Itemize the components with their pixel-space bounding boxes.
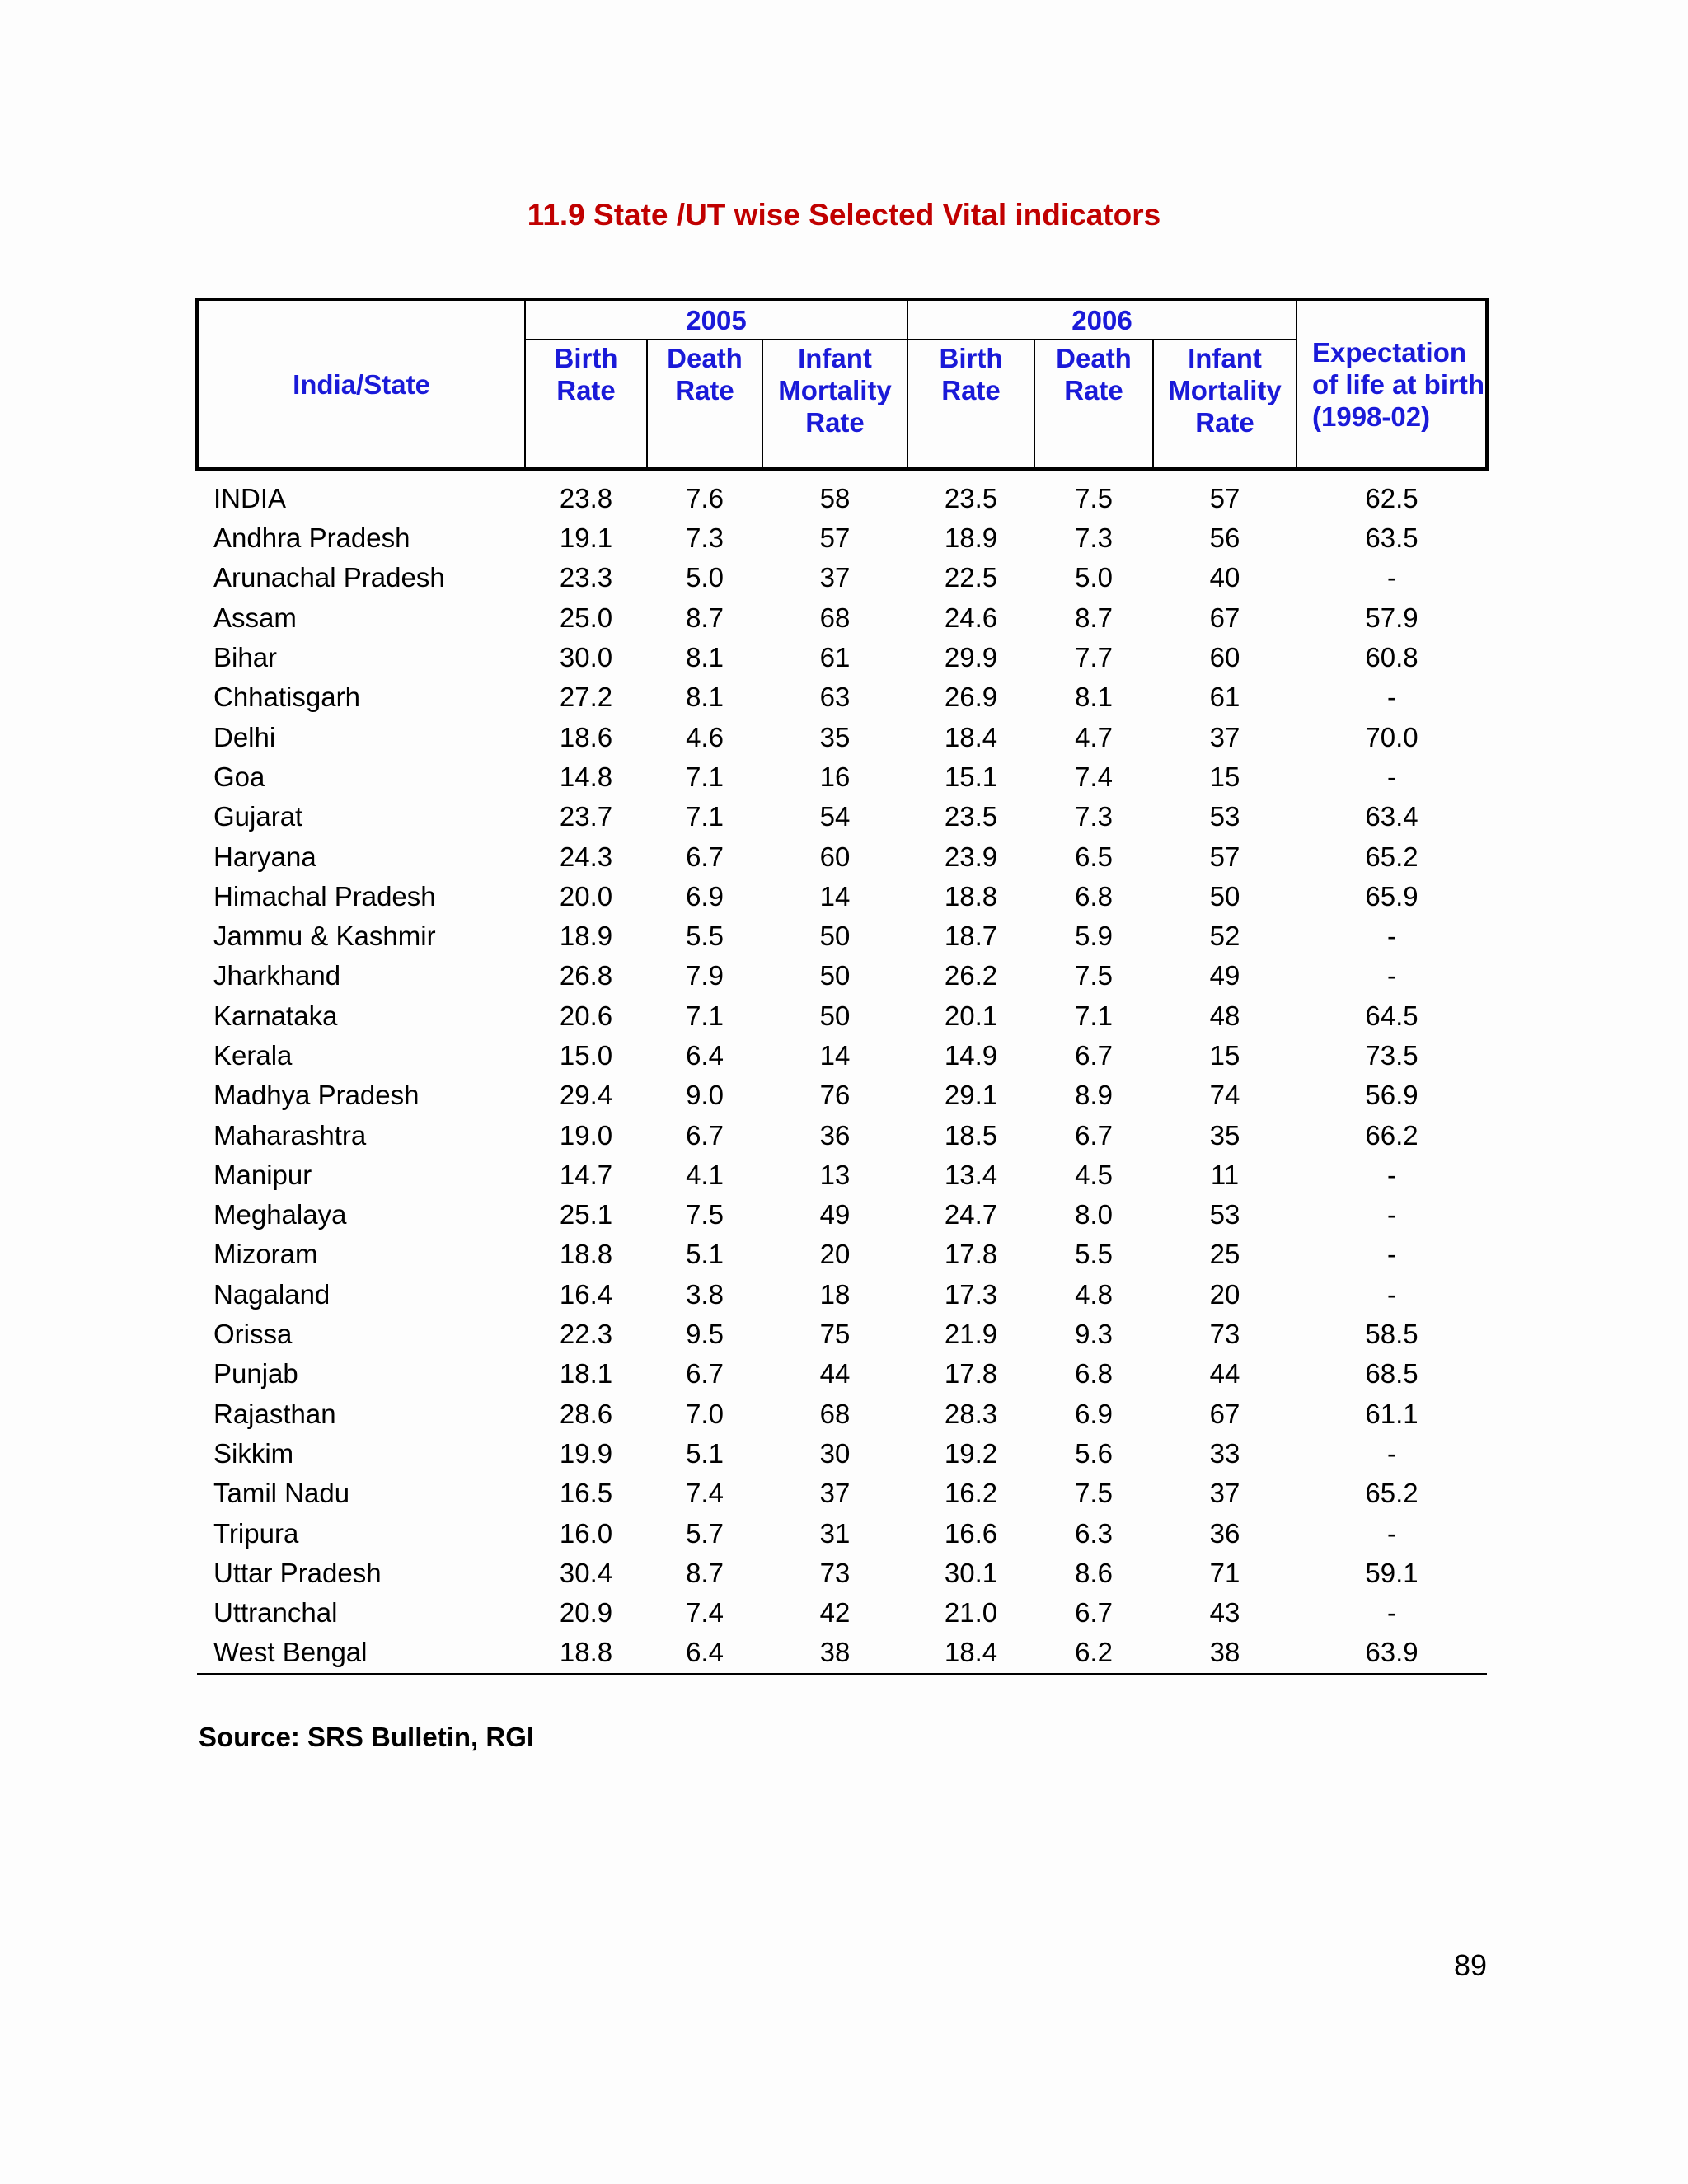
birth-rate-2005-cell: 23.8 <box>559 483 613 513</box>
birth-rate-2005-cell: 22.3 <box>559 1319 613 1350</box>
page-title: 11.9 State /UT wise Selected Vital indicators <box>527 198 1161 232</box>
life-expectancy-cell: 63.9 <box>1296 1633 1487 1673</box>
infant-mortality-2005-cell: 63 <box>819 682 851 713</box>
state-cell: Rajasthan <box>213 1398 336 1429</box>
birth-rate-2005-cell: 20.0 <box>559 880 613 912</box>
life-expectancy-cell: 65.2 <box>1365 841 1418 872</box>
death-rate-2006-cell: 8.7 <box>1075 602 1113 633</box>
life-expectancy-cell: 60.8 <box>1365 642 1418 673</box>
table-row <box>197 558 1487 598</box>
death-rate-2006-cell: 4.8 <box>1075 1278 1113 1310</box>
table-row <box>197 837 1487 876</box>
state-cell: Haryana <box>213 841 316 872</box>
infant-mortality-2006-cell: 67 <box>1209 602 1240 633</box>
life-expectancy-cell: 73.5 <box>1365 1040 1418 1071</box>
life-expectancy-cell: - <box>1387 1437 1396 1469</box>
life-expectancy-cell: 68.5 <box>1365 1358 1418 1390</box>
state-cell: Orissa <box>213 1319 293 1350</box>
column-header-infant-mortality-2006: Infant Mortality Rate <box>1153 340 1296 469</box>
life-expectancy-cell: 59.1 <box>1365 1557 1418 1588</box>
state-cell: Tripura <box>213 1517 299 1549</box>
birth-rate-2006-cell: 17.8 <box>944 1239 998 1270</box>
death-rate-2005-cell: 7.9 <box>686 960 724 991</box>
life-expectancy-cell: - <box>1387 761 1396 792</box>
table-row <box>197 797 1487 837</box>
death-rate-2006-cell: 7.5 <box>1075 1478 1113 1509</box>
death-rate-2006-cell: 7.7 <box>1075 642 1113 673</box>
infant-mortality-2005-cell: 35 <box>819 721 851 752</box>
infant-mortality-2006-cell: 11 <box>1210 1159 1240 1190</box>
infant-mortality-2006-cell: 57 <box>1209 841 1240 872</box>
state-cell: INDIA <box>213 483 287 513</box>
life-expectancy-cell: - <box>1387 1239 1396 1270</box>
birth-rate-2005-cell: 14.7 <box>559 1159 613 1190</box>
death-rate-2006-cell: 6.8 <box>1075 1358 1113 1390</box>
life-expectancy-cell: - <box>1387 921 1396 952</box>
infant-mortality-2005-cell: 14 <box>819 1040 851 1071</box>
death-rate-2005-cell: 9.5 <box>686 1319 724 1350</box>
table-row <box>197 1036 1487 1076</box>
infant-mortality-2005-cell: 16 <box>819 761 851 792</box>
infant-mortality-2005-cell: 76 <box>819 1080 851 1111</box>
death-rate-2006-cell: 6.7 <box>1075 1119 1113 1151</box>
birth-rate-2005-cell: 24.3 <box>559 841 613 872</box>
life-expectancy-cell: - <box>1387 960 1396 991</box>
infant-mortality-2006-cell: 48 <box>1209 1000 1240 1031</box>
death-rate-2005-cell: 7.5 <box>686 1199 724 1230</box>
infant-mortality-2006-cell: 53 <box>1209 1199 1240 1230</box>
infant-mortality-2006-cell: 60 <box>1209 642 1240 673</box>
death-rate-2005-cell: 6.7 <box>686 841 724 872</box>
infant-mortality-2006-cell: 15 <box>1209 1040 1240 1071</box>
death-rate-2006-cell: 6.8 <box>1075 880 1113 912</box>
infant-mortality-2005-cell: 13 <box>819 1159 851 1190</box>
table-row <box>197 1513 1487 1553</box>
death-rate-2006-cell: 5.6 <box>1075 1437 1113 1469</box>
state-cell: Nagaland <box>213 1278 331 1310</box>
infant-mortality-2006-cell: 43 <box>1209 1597 1240 1629</box>
birth-rate-2005-cell: 14.8 <box>559 761 613 792</box>
birth-rate-2005-cell: 18.6 <box>559 721 613 752</box>
infant-mortality-2005-cell: 50 <box>819 921 851 952</box>
state-cell: Uttranchal <box>213 1597 338 1629</box>
infant-mortality-2005-cell: 18 <box>819 1278 851 1310</box>
birth-rate-2006-cell: 13.4 <box>944 1159 998 1190</box>
infant-mortality-2006-cell: 74 <box>1209 1080 1240 1111</box>
death-rate-2005-cell: 5.7 <box>686 1517 724 1549</box>
death-rate-2006-cell: 9.3 <box>1075 1319 1113 1350</box>
life-expectancy-cell: 65.2 <box>1365 1478 1418 1509</box>
infant-mortality-2005-cell: 36 <box>819 1119 851 1151</box>
birth-rate-2005-cell: 15.0 <box>559 1040 613 1071</box>
birth-rate-2005-cell: 26.8 <box>559 960 613 991</box>
column-header-life-expectancy: Expectation of life at birth (1998-02) <box>1296 299 1487 469</box>
birth-rate-2006-cell: 22.5 <box>944 562 998 593</box>
birth-rate-2006-cell: 19.2 <box>944 1437 998 1469</box>
infant-mortality-2005-cell: 68 <box>819 602 851 633</box>
state-cell: Uttar Pradesh <box>213 1557 382 1588</box>
state-cell: Meghalaya <box>213 1199 347 1230</box>
death-rate-2006-cell: 8.1 <box>1075 682 1113 713</box>
table-row <box>197 1394 1487 1434</box>
table-header <box>197 299 1487 469</box>
infant-mortality-2006-cell: 67 <box>1209 1398 1240 1429</box>
infant-mortality-2005-cell: 44 <box>819 1358 851 1390</box>
state-cell: Andhra Pradesh <box>213 523 410 554</box>
life-expectancy-cell: 62.5 <box>1365 483 1418 513</box>
birth-rate-2005-cell: 30.4 <box>559 1557 613 1588</box>
death-rate-2006-cell: 8.0 <box>1075 1199 1113 1230</box>
infant-mortality-2005-cell: 14 <box>819 880 851 912</box>
column-header-birth-rate-2006: Birth Rate <box>907 340 1034 469</box>
death-rate-2005-cell: 8.1 <box>686 682 724 713</box>
life-expectancy-cell: 64.5 <box>1365 1000 1418 1031</box>
table-row <box>197 1474 1487 1513</box>
infant-mortality-2006-cell: 37 <box>1209 1478 1240 1509</box>
state-cell: Chhatisgarh <box>213 682 360 713</box>
state-cell: Karnataka <box>213 1000 338 1031</box>
infant-mortality-2005-cell: 38 <box>762 1633 907 1673</box>
life-expectancy-cell: 61.1 <box>1365 1398 1418 1429</box>
infant-mortality-2006-cell: 20 <box>1209 1278 1240 1310</box>
life-expectancy-cell: - <box>1387 1597 1396 1629</box>
death-rate-2005-cell: 9.0 <box>686 1080 724 1111</box>
death-rate-2005-cell: 5.0 <box>686 562 724 593</box>
table-row <box>197 677 1487 717</box>
table-row <box>197 1155 1487 1195</box>
death-rate-2006-cell: 5.9 <box>1075 921 1113 952</box>
birth-rate-2005-cell: 18.8 <box>525 1633 647 1673</box>
death-rate-2006-cell: 6.7 <box>1075 1597 1113 1629</box>
table-row <box>197 877 1487 916</box>
death-rate-2005-cell: 7.1 <box>686 1000 724 1031</box>
infant-mortality-2006-cell: 50 <box>1209 880 1240 912</box>
birth-rate-2005-cell: 28.6 <box>559 1398 613 1429</box>
infant-mortality-2006-cell: 71 <box>1209 1557 1240 1588</box>
infant-mortality-2006-cell: 53 <box>1209 801 1240 832</box>
death-rate-2005-cell: 4.1 <box>686 1159 724 1190</box>
state-cell: Goa <box>213 761 265 792</box>
death-rate-2005-cell: 7.0 <box>686 1398 724 1429</box>
column-header-death-rate-2005: Death Rate <box>647 340 762 469</box>
infant-mortality-2005-cell: 50 <box>819 960 851 991</box>
birth-rate-2005-cell: 29.4 <box>559 1080 613 1111</box>
death-rate-2005-cell: 3.8 <box>686 1278 724 1310</box>
table-row <box>197 1195 1487 1235</box>
infant-mortality-2006-cell: 44 <box>1209 1358 1240 1390</box>
death-rate-2006-cell: 5.0 <box>1075 562 1113 593</box>
infant-mortality-2006-cell: 35 <box>1209 1119 1240 1151</box>
death-rate-2006-cell: 6.2 <box>1034 1633 1153 1673</box>
life-expectancy-cell: 63.4 <box>1365 801 1418 832</box>
table-row <box>197 598 1487 638</box>
birth-rate-2006-cell: 29.1 <box>944 1080 998 1111</box>
death-rate-2005-cell: 4.6 <box>686 721 724 752</box>
life-expectancy-cell: - <box>1387 1159 1396 1190</box>
death-rate-2006-cell: 8.9 <box>1075 1080 1113 1111</box>
death-rate-2006-cell: 8.6 <box>1075 1557 1113 1588</box>
death-rate-2006-cell: 6.3 <box>1075 1517 1113 1549</box>
death-rate-2006-cell: 7.3 <box>1075 801 1113 832</box>
birth-rate-2005-cell: 20.9 <box>559 1597 613 1629</box>
table-row <box>197 518 1487 558</box>
state-cell: Sikkim <box>213 1437 294 1469</box>
birth-rate-2005-cell: 16.5 <box>559 1478 613 1509</box>
infant-mortality-2005-cell: 68 <box>819 1398 851 1429</box>
infant-mortality-2006-cell: 56 <box>1209 523 1240 554</box>
birth-rate-2006-cell: 26.9 <box>944 682 998 713</box>
state-cell: Mizoram <box>213 1239 318 1270</box>
state-cell: Delhi <box>213 721 276 752</box>
birth-rate-2006-cell: 23.5 <box>944 483 998 513</box>
death-rate-2006-cell: 7.1 <box>1075 1000 1113 1031</box>
column-header-death-rate-2006: Death Rate <box>1034 340 1153 469</box>
infant-mortality-2006-cell: 61 <box>1209 682 1240 713</box>
death-rate-2005-cell: 5.1 <box>686 1239 724 1270</box>
table-row <box>197 1354 1487 1394</box>
infant-mortality-2005-cell: 49 <box>819 1199 851 1230</box>
table-row <box>197 1434 1487 1474</box>
death-rate-2005-cell: 6.4 <box>647 1633 762 1673</box>
birth-rate-2006-cell: 18.4 <box>944 721 998 752</box>
table-row <box>197 717 1487 757</box>
birth-rate-2006-cell: 29.9 <box>944 642 998 673</box>
life-expectancy-cell: 57.9 <box>1365 602 1418 633</box>
death-rate-2005-cell: 7.3 <box>686 523 724 554</box>
table-row <box>197 956 1487 996</box>
table-row <box>197 996 1487 1036</box>
death-rate-2005-cell: 7.6 <box>686 483 724 513</box>
table-row <box>197 1633 1487 1673</box>
infant-mortality-2005-cell: 20 <box>819 1239 851 1270</box>
infant-mortality-2005-cell: 31 <box>819 1517 851 1549</box>
infant-mortality-2006-cell: 52 <box>1209 921 1240 952</box>
state-cell: Punjab <box>213 1358 298 1390</box>
birth-rate-2006-cell: 16.6 <box>944 1517 998 1549</box>
state-cell: Jammu & Kashmir <box>213 921 436 952</box>
death-rate-2005-cell: 7.4 <box>686 1597 724 1629</box>
birth-rate-2005-cell: 16.4 <box>559 1278 613 1310</box>
birth-rate-2006-cell: 23.9 <box>944 841 998 872</box>
death-rate-2006-cell: 6.9 <box>1075 1398 1113 1429</box>
infant-mortality-2005-cell: 73 <box>819 1557 851 1588</box>
table-row <box>197 1076 1487 1115</box>
birth-rate-2005-cell: 18.9 <box>559 921 613 952</box>
state-cell: Kerala <box>213 1040 293 1071</box>
table-row <box>197 469 1487 518</box>
death-rate-2005-cell: 6.4 <box>686 1040 724 1071</box>
infant-mortality-2005-cell: 61 <box>819 642 851 673</box>
death-rate-2006-cell: 7.5 <box>1075 960 1113 991</box>
column-header-birth-rate-2005: Birth Rate <box>525 340 647 469</box>
death-rate-2005-cell: 6.7 <box>686 1119 724 1151</box>
life-expectancy-cell: - <box>1387 682 1396 713</box>
column-group-2005: 2005 <box>525 299 907 340</box>
life-expectancy-cell: - <box>1387 1517 1396 1549</box>
birth-rate-2005-cell: 23.3 <box>559 562 613 593</box>
birth-rate-2005-cell: 19.0 <box>559 1119 613 1151</box>
birth-rate-2006-cell: 17.3 <box>944 1278 998 1310</box>
birth-rate-2005-cell: 19.1 <box>559 523 613 554</box>
birth-rate-2006-cell: 15.1 <box>944 761 998 792</box>
birth-rate-2006-cell: 14.9 <box>944 1040 998 1071</box>
infant-mortality-2005-cell: 50 <box>819 1000 851 1031</box>
birth-rate-2006-cell: 18.9 <box>944 523 998 554</box>
birth-rate-2005-cell: 16.0 <box>559 1517 613 1549</box>
death-rate-2006-cell: 7.3 <box>1075 523 1113 554</box>
header-row-years <box>197 299 1487 340</box>
infant-mortality-2006-cell: 57 <box>1209 483 1240 513</box>
table-row <box>197 1235 1487 1274</box>
infant-mortality-2006-cell: 36 <box>1209 1517 1240 1549</box>
table-body <box>197 469 1487 1674</box>
life-expectancy-cell: - <box>1387 1199 1396 1230</box>
infant-mortality-2006-cell: 37 <box>1209 721 1240 752</box>
birth-rate-2006-cell: 16.2 <box>944 1478 998 1509</box>
state-cell: Himachal Pradesh <box>213 880 436 912</box>
birth-rate-2006-cell: 18.8 <box>944 880 998 912</box>
death-rate-2005-cell: 6.9 <box>686 880 724 912</box>
table-row <box>197 757 1487 797</box>
life-expectancy-cell: 63.5 <box>1365 523 1418 554</box>
birth-rate-2006-cell: 28.3 <box>944 1398 998 1429</box>
death-rate-2005-cell: 7.4 <box>686 1478 724 1509</box>
infant-mortality-2005-cell: 57 <box>819 523 851 554</box>
life-expectancy-cell: 65.9 <box>1365 880 1418 912</box>
column-group-2006: 2006 <box>907 299 1296 340</box>
infant-mortality-2005-cell: 37 <box>819 1478 851 1509</box>
death-rate-2006-cell: 4.7 <box>1075 721 1113 752</box>
birth-rate-2006-cell: 30.1 <box>944 1557 998 1588</box>
infant-mortality-2005-cell: 42 <box>819 1597 851 1629</box>
infant-mortality-2006-cell: 33 <box>1209 1437 1240 1469</box>
birth-rate-2006-cell: 18.4 <box>907 1633 1034 1673</box>
birth-rate-2006-cell: 17.8 <box>944 1358 998 1390</box>
state-cell: Bihar <box>213 642 278 673</box>
state-cell: Manipur <box>213 1159 312 1190</box>
death-rate-2006-cell: 4.5 <box>1075 1159 1113 1190</box>
state-cell: Arunachal Pradesh <box>213 562 445 593</box>
birth-rate-2006-cell: 21.9 <box>944 1319 998 1350</box>
infant-mortality-2006-cell: 40 <box>1209 562 1240 593</box>
death-rate-2006-cell: 6.5 <box>1075 841 1113 872</box>
state-cell: Gujarat <box>213 801 303 832</box>
death-rate-2006-cell: 7.5 <box>1075 483 1113 513</box>
infant-mortality-2005-cell: 75 <box>819 1319 851 1350</box>
life-expectancy-cell: 58.5 <box>1365 1319 1418 1350</box>
death-rate-2005-cell: 8.1 <box>686 642 724 673</box>
column-header-state: India/State <box>293 368 430 400</box>
birth-rate-2005-cell: 30.0 <box>559 642 613 673</box>
birth-rate-2006-cell: 24.7 <box>944 1199 998 1230</box>
state-cell: Tamil Nadu <box>213 1478 350 1509</box>
birth-rate-2005-cell: 18.1 <box>559 1358 613 1390</box>
table-row <box>197 916 1487 956</box>
infant-mortality-2005-cell: 37 <box>819 562 851 593</box>
infant-mortality-2006-cell: 25 <box>1209 1239 1240 1270</box>
table-row <box>197 1554 1487 1593</box>
infant-mortality-2005-cell: 30 <box>819 1437 851 1469</box>
death-rate-2006-cell: 6.7 <box>1075 1040 1113 1071</box>
life-expectancy-cell: 56.9 <box>1365 1080 1418 1111</box>
life-expectancy-cell: 66.2 <box>1365 1119 1418 1151</box>
life-expectancy-cell: 70.0 <box>1365 721 1418 752</box>
birth-rate-2006-cell: 26.2 <box>944 960 998 991</box>
birth-rate-2005-cell: 18.8 <box>559 1239 613 1270</box>
death-rate-2006-cell: 5.5 <box>1075 1239 1113 1270</box>
table-row <box>197 1115 1487 1155</box>
birth-rate-2006-cell: 20.1 <box>944 1000 998 1031</box>
death-rate-2006-cell: 7.4 <box>1075 761 1113 792</box>
birth-rate-2005-cell: 20.6 <box>559 1000 613 1031</box>
death-rate-2005-cell: 7.1 <box>686 801 724 832</box>
infant-mortality-2005-cell: 60 <box>819 841 851 872</box>
death-rate-2005-cell: 8.7 <box>686 1557 724 1588</box>
birth-rate-2005-cell: 19.9 <box>559 1437 613 1469</box>
birth-rate-2005-cell: 25.1 <box>559 1199 613 1230</box>
infant-mortality-2006-cell: 38 <box>1153 1633 1296 1673</box>
table-row <box>197 1593 1487 1633</box>
infant-mortality-2005-cell: 58 <box>819 483 851 513</box>
birth-rate-2006-cell: 24.6 <box>944 602 998 633</box>
table-row <box>197 1275 1487 1315</box>
death-rate-2005-cell: 5.1 <box>686 1437 724 1469</box>
source-note: Source: SRS Bulletin, RGI <box>199 1722 535 1752</box>
death-rate-2005-cell: 5.5 <box>686 921 724 952</box>
state-cell: Maharashtra <box>213 1119 367 1151</box>
birth-rate-2006-cell: 23.5 <box>944 801 998 832</box>
death-rate-2005-cell: 8.7 <box>686 602 724 633</box>
birth-rate-2005-cell: 27.2 <box>559 682 613 713</box>
infant-mortality-2005-cell: 54 <box>819 801 851 832</box>
state-cell: West Bengal <box>197 1633 525 1673</box>
infant-mortality-2006-cell: 73 <box>1209 1319 1240 1350</box>
infant-mortality-2006-cell: 15 <box>1209 761 1240 792</box>
state-cell: Assam <box>213 602 297 633</box>
table-row <box>197 1315 1487 1354</box>
death-rate-2005-cell: 6.7 <box>686 1358 724 1390</box>
page-number: 89 <box>1454 1948 1488 1982</box>
life-expectancy-cell: - <box>1387 1278 1396 1310</box>
death-rate-2005-cell: 7.1 <box>686 761 724 792</box>
state-cell: Jharkhand <box>213 960 341 991</box>
table-row <box>197 638 1487 677</box>
infant-mortality-2006-cell: 49 <box>1209 960 1240 991</box>
birth-rate-2006-cell: 21.0 <box>944 1597 998 1629</box>
birth-rate-2006-cell: 18.7 <box>944 921 998 952</box>
life-expectancy-cell: - <box>1387 562 1396 593</box>
birth-rate-2006-cell: 18.5 <box>944 1119 998 1151</box>
birth-rate-2005-cell: 23.7 <box>559 801 613 832</box>
column-header-infant-mortality-2005: Infant Mortality Rate <box>762 340 907 469</box>
birth-rate-2005-cell: 25.0 <box>559 602 613 633</box>
state-cell: Madhya Pradesh <box>213 1080 420 1111</box>
vital-indicators-table <box>195 298 1489 1675</box>
